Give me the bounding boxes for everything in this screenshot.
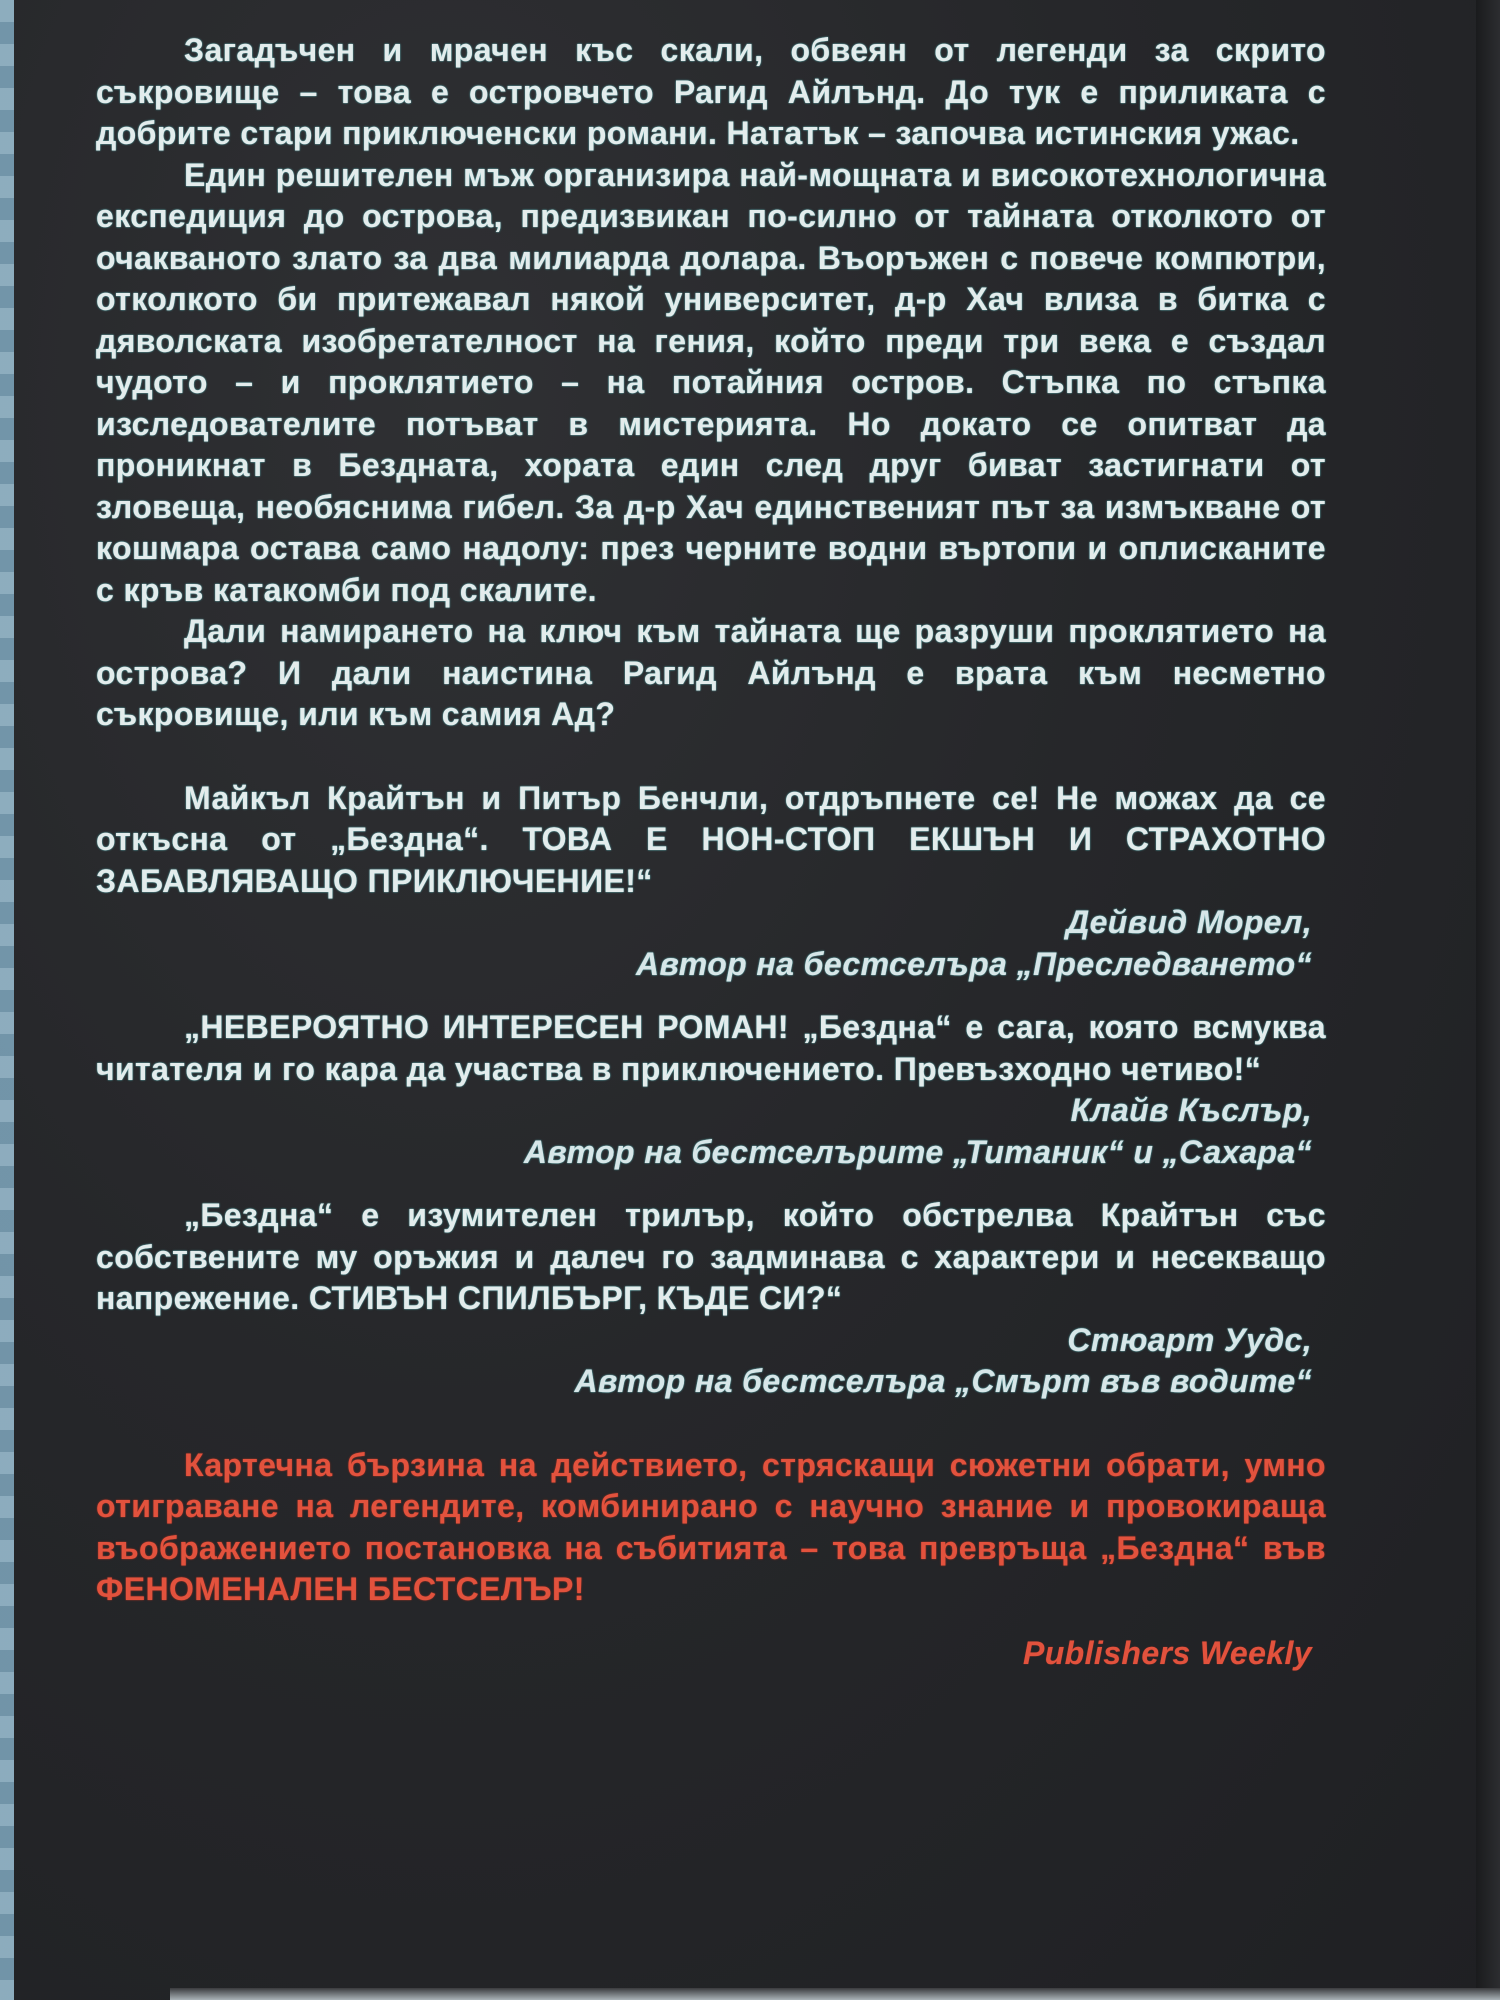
review-quote: „НЕВЕРОЯТНО ИНТЕРЕСЕН РОМАН! „Бездна“ е сага, която всмуква читателя и го кара да участва в приключението. Превъзходно четиво!“ bbox=[96, 1009, 1326, 1087]
publisher-review bbox=[96, 1445, 1326, 1675]
review-credit: Автор на бестселърите „Титаник“ и „Сахара“ bbox=[523, 1133, 1312, 1170]
section-gap bbox=[96, 1403, 1326, 1445]
review-1 bbox=[96, 778, 1326, 986]
review-author: Клайв Къслър, bbox=[1070, 1092, 1312, 1128]
review-3 bbox=[96, 1195, 1326, 1403]
cover-text-block bbox=[96, 30, 1326, 1674]
publisher-review-source: Publishers Weekly bbox=[1022, 1634, 1312, 1671]
blurb-paragraph-3: Дали намирането на ключ към тайната ще разруши проклятието на острова? И дали наистина Рагид Айлънд е врата към несметно съкровище, или към самия Ад? bbox=[96, 613, 1326, 732]
section-gap bbox=[96, 1173, 1326, 1195]
cover-right-edge bbox=[1476, 0, 1500, 2000]
section-gap bbox=[96, 985, 1326, 1007]
review-2 bbox=[96, 1007, 1326, 1173]
review-credit: Автор на бестселъра „Преследването“ bbox=[635, 945, 1312, 982]
section-gap bbox=[96, 736, 1326, 778]
review-credit: Автор на бестселъра „Смърт във водите“ bbox=[574, 1363, 1312, 1399]
review-quote: Майкъл Крайтън и Питър Бенчли, отдръпнете се! Не можах да се откъсна от „Бездна“. ТОВА Е НОН-СТОП ЕКШЪН И СТРАХОТНО ЗАБАВЛЯВАЩО ПРИКЛЮЧЕНИЕ!“ bbox=[96, 779, 1326, 899]
cover-bottom-edge bbox=[170, 1988, 1500, 2000]
cover-left-edge bbox=[0, 0, 14, 2000]
blurb-paragraph-2: Един решителен мъж организира най-мощната и високотехнологична експедиция до острова, предизвикан по-силно от тайната отколкото от очакваното злато за два милиарда долара. Въоръжен с повече компютри, отколкото би притежавал някой университет, д-р Хач влиза в битка с дяволската изобретателност на гения, който преди три века е създал чудото – и проклятието – на потайния остров. Стъпка по стъпка изследователите потъват в мистерията. Но докато се опитват да проникнат в Бездната, хората един след друг биват застигнати от зловеща, необяснима гибел. За д-р Хач единственият път за измъкване от кошмара остава само надолу: през черните водни въртопи и оплисканите с кръв катакомби под скалите. bbox=[96, 156, 1326, 608]
review-author: Стюарт Уудс, bbox=[1067, 1321, 1312, 1358]
publisher-review-text: Картечна бързина на действието, стряскащи сюжетни обрати, умно отиграване на легендите, комбинирано с научно знание и провокираща въображението постановка на събитията – това превръща „Бездна“ във ФЕНОМЕНАЛЕН БЕСТСЕЛЪР! bbox=[96, 1446, 1326, 1607]
review-quote: „Бездна“ е изумителен трилър, който обстрелва Крайтън със собствените му оръжия и далеч го задминава с характери и несекващо напрежение. СТИВЪН СПИЛБЪРГ, КЪДЕ СИ?“ bbox=[96, 1197, 1326, 1316]
section-gap bbox=[96, 1611, 1326, 1633]
review-author: Дейвид Морел, bbox=[1066, 904, 1312, 940]
blurb-paragraph-1: Загадъчен и мрачен къс скали, обвеян от легенди за скрито съкровище – това е островчето Рагид Айлънд. До тук е приликата с добрите стари приключенски романи. Нататък – започва истинския ужас. bbox=[96, 32, 1326, 151]
